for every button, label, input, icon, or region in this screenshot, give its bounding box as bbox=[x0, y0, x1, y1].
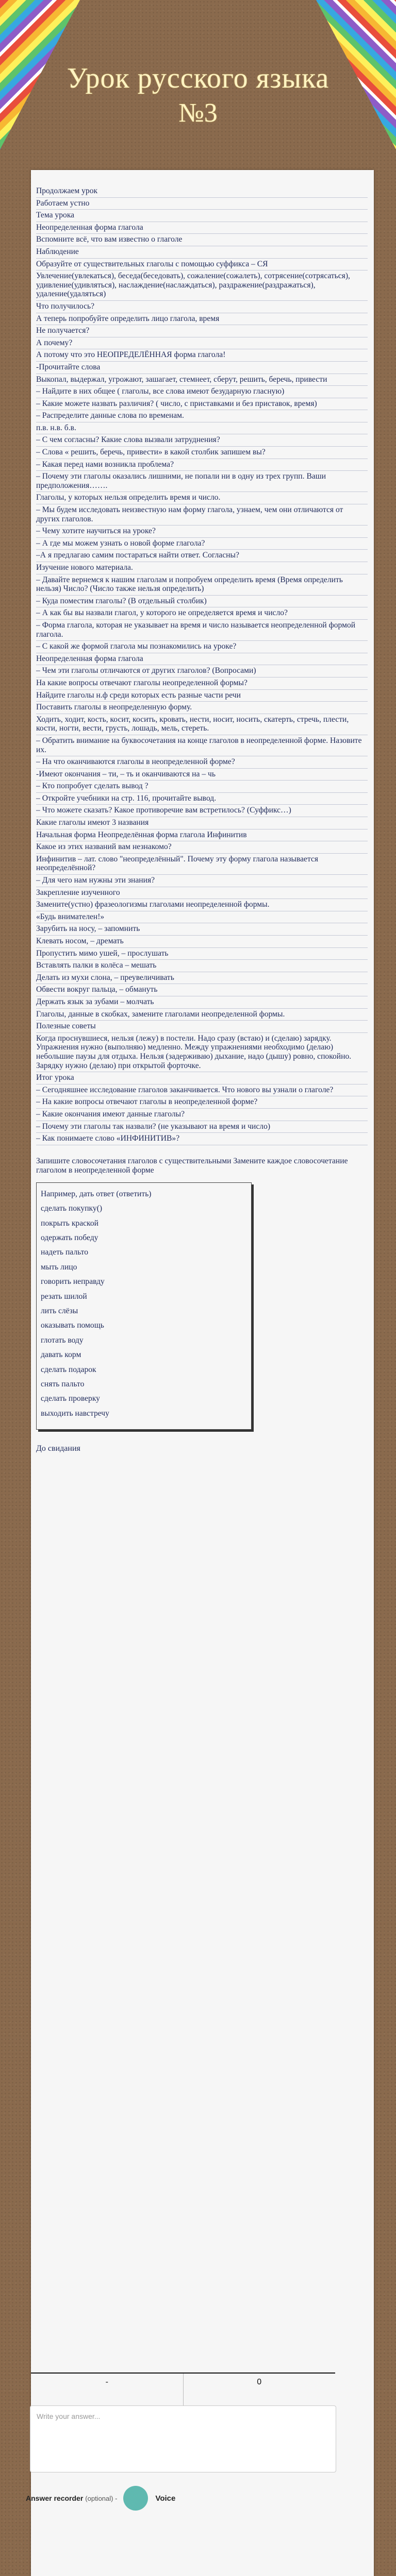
lesson-line: Полезные советы bbox=[36, 1021, 368, 1033]
lesson-line: А почему? bbox=[36, 337, 368, 350]
lesson-line: – Форма глагола, которая не указывает на время и число называется неопределенной формой глагола. bbox=[36, 620, 368, 641]
example-item: надеть пальто bbox=[41, 1248, 89, 1257]
lesson-line: Тема урока bbox=[36, 210, 368, 222]
lesson-line: «Будь внимателен!» bbox=[36, 911, 368, 924]
lesson-line: – Распределите данные слова по временам. bbox=[36, 410, 368, 422]
lesson-line: Глаголы, данные в скобках, замените глаголами неопределенной формы. bbox=[36, 1009, 368, 1021]
lesson-line: Обвести вокруг пальца, – обмануть bbox=[36, 984, 368, 996]
lesson-line: Вспомните всё, что вам известно о глаголе bbox=[36, 234, 368, 246]
example-item: оказывать помощь bbox=[41, 1321, 104, 1330]
lesson-line: А теперь попробуйте определить лицо глагола, время bbox=[36, 313, 368, 326]
lesson-line: – Чем эти глаголы отличаются от других глаголов? (Вопросами) bbox=[36, 665, 368, 677]
notebook-sheet bbox=[31, 170, 374, 2576]
record-button[interactable] bbox=[123, 2486, 148, 2511]
lesson-line: п.в. н.в. б.в. bbox=[36, 422, 368, 435]
lesson-line: – Для чего нам нужны эти знания? bbox=[36, 875, 368, 887]
lesson-line: – Найдите в них общее ( глаголы, все слова имеют безударную гласную) bbox=[36, 386, 368, 398]
lesson-line: – А как бы вы назвали глагол, у которого не определяется время и число? bbox=[36, 607, 368, 620]
example-item: одержать победу bbox=[41, 1233, 98, 1242]
lesson-line: – С какой же формой глагола мы познакомились на уроке? bbox=[36, 641, 368, 653]
lesson-line: Что получилось? bbox=[36, 301, 368, 313]
lesson-line: Ходить, ходит, кость, косит, косить, кровать, нести, носит, носить, скатерть, стречь, плести, кости, ногти, вести, грусть, лошадь, мель, стереть. bbox=[36, 714, 368, 735]
lesson-line: Делать из мухи слона, – преувеличивать bbox=[36, 972, 368, 985]
lesson-line: Увлечение(увлекаться), беседа(беседовать), сожаление(сожалеть), сотрясение(сотрясаться), удивление(удивляться), наслаждение(наслаждаться), раздражение(раздражаться), удаление(удаляться) bbox=[36, 270, 368, 301]
example-item: мыть лицо bbox=[41, 1262, 77, 1272]
example-item: выходить навстречу bbox=[41, 1409, 109, 1418]
lesson-line: – Почему эти глаголы оказались лишними, не попали ни в одну из трех групп. Ваши предположения……. bbox=[36, 471, 368, 492]
lesson-line: Итог урока bbox=[36, 1072, 368, 1084]
lesson-line: – Мы будем исследовать неизвестную нам форму глагола, узнаем, чем они отличаются от других глаголов. bbox=[36, 504, 368, 526]
lesson-line: Какое из этих названий вам незнакомо? bbox=[36, 841, 368, 854]
lesson-line: – Почему эти глаголы так назвали? (не указывают на время и число) bbox=[36, 1121, 368, 1133]
task-instruction: Запишите словосочетания глаголов с существительными Замените каждое словосочетание глаголом в неопределенной форме bbox=[36, 1156, 348, 1175]
examples-box bbox=[36, 1182, 252, 1430]
lesson-line: – Какая перед нами возникла проблема? bbox=[36, 459, 368, 471]
lesson-number: №3 bbox=[178, 98, 218, 128]
example-item: резать шилой bbox=[41, 1292, 87, 1301]
lesson-line: Держать язык за зубами – молчать bbox=[36, 996, 368, 1009]
lesson-line: Закрепление изученного bbox=[36, 887, 368, 900]
lesson-line: – С чем согласны? Какие слова вызвали затруднения? bbox=[36, 434, 368, 447]
example-item: сделать проверку bbox=[41, 1394, 100, 1403]
lesson-line: -Имеют окончания – ти, – ть и оканчиваются на – чь bbox=[36, 769, 368, 781]
lesson-line: – На что оканчиваются глаголы в неопределенной форме? bbox=[36, 756, 368, 769]
lesson-line: – Кто попробует сделать вывод ? bbox=[36, 781, 368, 793]
lesson-line: Неопределенная форма глагола bbox=[36, 653, 368, 666]
header bbox=[0, 0, 396, 170]
recorder-optional: (optional) - bbox=[85, 2494, 118, 2502]
lesson-line: – Какие можете назвать различия? ( число, с приставками и без приставок, время) bbox=[36, 398, 368, 411]
lesson-line: Вставлять палки в колёса – мешать bbox=[36, 960, 368, 972]
lesson-line: Изучение нового материала. bbox=[36, 562, 368, 574]
answer-columns bbox=[31, 2372, 335, 2405]
lesson-line: – Чему хотите научиться на уроке? bbox=[36, 526, 368, 538]
recorder-label: Answer recorder bbox=[26, 2494, 84, 2502]
lesson-line: – Давайте вернемся к нашим глаголам и попробуем определить время (Время определить нельзя) Число? (Число также нельзя определить) bbox=[36, 574, 368, 596]
lesson-line: – Откройте учебники на стр. 116, прочитайте вывод. bbox=[36, 793, 368, 805]
example-item: говорить неправду bbox=[41, 1277, 105, 1286]
lesson-line: Зарубить на носу, – запомнить bbox=[36, 923, 368, 936]
lesson-line: – Обратить внимание на буквосочетания на конце глаголов в неопределенной форме. Назовите их. bbox=[36, 735, 368, 756]
lesson-line: –А я предлагаю самим постараться найти ответ. Согласны? bbox=[36, 550, 368, 562]
lesson-line: – А где мы можем узнать о новой форме глагола? bbox=[36, 538, 368, 550]
answer-column-left[interactable]: - bbox=[31, 2374, 184, 2405]
answer-panel bbox=[26, 2372, 340, 2527]
lesson-line: Когда проснувшиеся, нельзя (лежу) в постели. Надо сразу (встаю) и (сделаю) зарядку. Упражнения нужно (выполняю) медленно. Между упражнениями необходимо (делаю) небольшие паузы для отдыха. Нельзя (задерживаю) дыхание, надо (дышу) ровно, спокойно. Зарядку нужно (делаю) при открытой форточке. bbox=[36, 1033, 368, 1072]
lesson-line: Работаем устно bbox=[36, 198, 368, 210]
example-item: глотать воду bbox=[41, 1335, 84, 1345]
example-item: давать корм bbox=[41, 1350, 81, 1360]
lesson-line: Глаголы, у которых нельзя определить время и число. bbox=[36, 492, 368, 504]
farewell-text: До свидания bbox=[36, 1444, 80, 1453]
lesson-line: – Куда поместим глаголы? (В отдельный столбик) bbox=[36, 596, 368, 608]
example-item: лить слёзы bbox=[41, 1306, 78, 1315]
lesson-line: – Слова « решить, беречь, привести» в какой столбик запишем вы? bbox=[36, 447, 368, 459]
lesson-line: Не получается? bbox=[36, 325, 368, 337]
example-item: снять пальто bbox=[41, 1379, 85, 1388]
example-item: сделать подарок bbox=[41, 1365, 96, 1374]
page-title: Урок русского языка bbox=[67, 62, 329, 94]
lesson-line: Выкопал, выдержал, угрожают, зашагает, стемнеет, сберут, решить, беречь, привести bbox=[36, 374, 368, 386]
answer-input[interactable]: Write your answer... bbox=[30, 2405, 336, 2472]
lesson-line: Пропустить мимо ушей, – прослушать bbox=[36, 948, 368, 960]
answer-column-right[interactable]: 0 bbox=[257, 2378, 262, 2386]
lesson-line: Продолжаем урок bbox=[36, 185, 368, 198]
lesson-line: Замените(устно) фразеологизмы глаголами неопределенной формы. bbox=[36, 899, 368, 911]
lesson-line: А потому что это НЕОПРЕДЕЛЁННАЯ форма глагола! bbox=[36, 349, 368, 362]
lesson-line: Образуйте от существительных глаголы с помощью суффикса – СЯ bbox=[36, 259, 368, 271]
lesson-line: Поставить глаголы в неопределенную форму. bbox=[36, 702, 368, 714]
lesson-line: – Как понимаете слово «ИНФИНИТИВ»? bbox=[36, 1133, 368, 1145]
lesson-line: – Какие окончания имеют данные глаголы? bbox=[36, 1109, 368, 1121]
example-item: покрыть краской bbox=[41, 1218, 98, 1228]
example-item: сделать покупку() bbox=[41, 1204, 103, 1213]
answer-recorder bbox=[26, 2486, 340, 2511]
lesson-line: -Прочитайте слова bbox=[36, 362, 368, 374]
lesson-line: Какие глаголы имеют 3 названия bbox=[36, 817, 368, 829]
example-item: Например, дать ответ (ответить) bbox=[41, 1189, 152, 1198]
lesson-line: На какие вопросы отвечают глаголы неопределенной формы? bbox=[36, 677, 368, 690]
lesson-line: – Сегодняшнее исследование глаголов заканчивается. Что нового вы узнали о глаголе? bbox=[36, 1084, 368, 1097]
lesson-line: – На какие вопросы отвечают глаголы в неопределенной форме? bbox=[36, 1096, 368, 1109]
lesson-text bbox=[36, 185, 368, 1145]
lesson-line: Наблюдение bbox=[36, 246, 368, 259]
voice-label: Voice bbox=[155, 2494, 176, 2503]
lesson-line: – Что можете сказать? Какое противоречие вам встретилось? (Суффикс…) bbox=[36, 805, 368, 817]
lesson-line: Начальная форма Неопределённая форма глагола Инфинитив bbox=[36, 829, 368, 842]
lesson-line: Найдите глаголы н.ф среди которых есть разные части речи bbox=[36, 690, 368, 702]
lesson-line: Неопределенная форма глагола bbox=[36, 222, 368, 234]
lesson-line: Клевать носом, – дремать bbox=[36, 936, 368, 948]
lesson-line: Инфинитив – лат. слово "неопределённый". Почему эту форму глагола называется неопределённой? bbox=[36, 854, 368, 875]
